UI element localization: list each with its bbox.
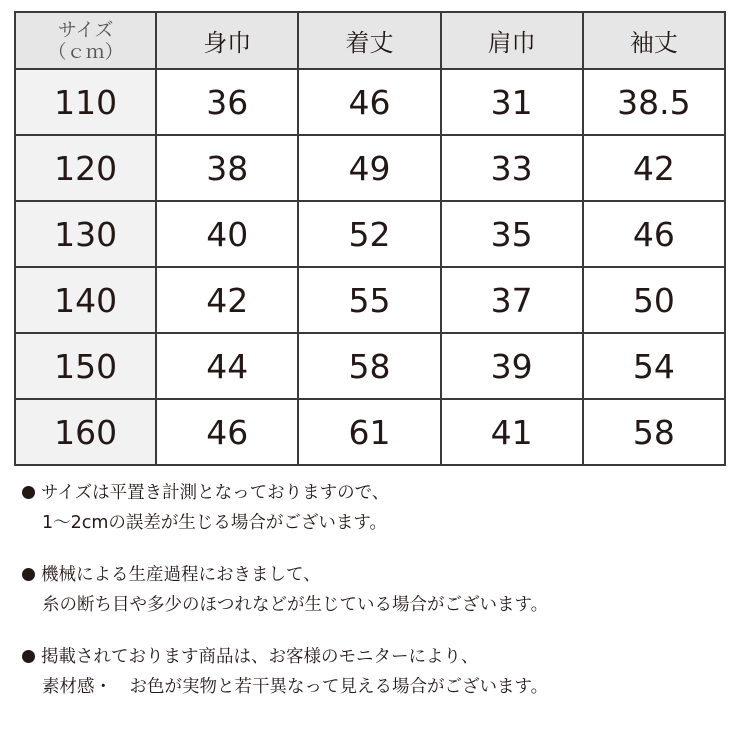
size-cell: 130: [15, 201, 156, 267]
note-text: 糸の断ち目や多少のほつれなどが生じている場合がございます。: [42, 595, 549, 615]
bullet-icon: [22, 568, 35, 581]
table-row: [15, 135, 725, 201]
body-width-cell: 44: [156, 333, 298, 399]
body-width-cell: 36: [156, 69, 298, 135]
header-sleeve-length: 袖丈: [583, 12, 725, 69]
header-shoulder-width: 肩巾: [441, 12, 583, 69]
shoulder-width-cell: 39: [441, 333, 583, 399]
table-row: [15, 201, 725, 267]
note-monitor-color: [22, 642, 722, 702]
bullet-icon: [22, 486, 35, 499]
size-cell: 160: [15, 399, 156, 465]
header-size-unit: （ｃｍ）: [47, 40, 124, 63]
notes-section: [22, 478, 722, 724]
size-cell: 140: [15, 267, 156, 333]
shoulder-width-cell: 35: [441, 201, 583, 267]
body-width-cell: 46: [156, 399, 298, 465]
length-cell: 52: [298, 201, 440, 267]
size-cell: 110: [15, 69, 156, 135]
header-length: 着丈: [298, 12, 440, 69]
table-row: [15, 69, 725, 135]
note-measurement: [22, 478, 722, 538]
table-row: [15, 399, 725, 465]
note-manufacturing: [22, 560, 722, 620]
length-cell: 58: [298, 333, 440, 399]
note-text: 素材感・ お色が実物と若干異なって見える場合がございます。: [42, 677, 549, 697]
sleeve-length-cell: 50: [583, 267, 725, 333]
length-cell: 61: [298, 399, 440, 465]
table-header-row: [15, 12, 725, 69]
table-row: [15, 333, 725, 399]
body-width-cell: 38: [156, 135, 298, 201]
note-text: サイズは平置き計測となっておりますので、: [41, 483, 390, 503]
header-size-label: サイズ: [57, 18, 114, 41]
size-cell: 150: [15, 333, 156, 399]
length-cell: 55: [298, 267, 440, 333]
note-text: 掲載されております商品は、お客様のモニターにより、: [41, 647, 479, 667]
sleeve-length-cell: 46: [583, 201, 725, 267]
header-size: [15, 12, 156, 69]
sleeve-length-cell: 42: [583, 135, 725, 201]
body-width-cell: 42: [156, 267, 298, 333]
shoulder-width-cell: 37: [441, 267, 583, 333]
note-text: 機械による生産過程におきまして、: [41, 565, 321, 585]
size-cell: 120: [15, 135, 156, 201]
shoulder-width-cell: 41: [441, 399, 583, 465]
shoulder-width-cell: 31: [441, 69, 583, 135]
sleeve-length-cell: 38.5: [583, 69, 725, 135]
header-body-width: 身巾: [156, 12, 298, 69]
table-row: [15, 267, 725, 333]
note-text: 1～2cmの誤差が生じる場合がございます。: [42, 513, 388, 533]
sleeve-length-cell: 58: [583, 399, 725, 465]
shoulder-width-cell: 33: [441, 135, 583, 201]
bullet-icon: [22, 650, 35, 663]
size-chart-table: [14, 11, 726, 466]
length-cell: 49: [298, 135, 440, 201]
sleeve-length-cell: 54: [583, 333, 725, 399]
body-width-cell: 40: [156, 201, 298, 267]
length-cell: 46: [298, 69, 440, 135]
